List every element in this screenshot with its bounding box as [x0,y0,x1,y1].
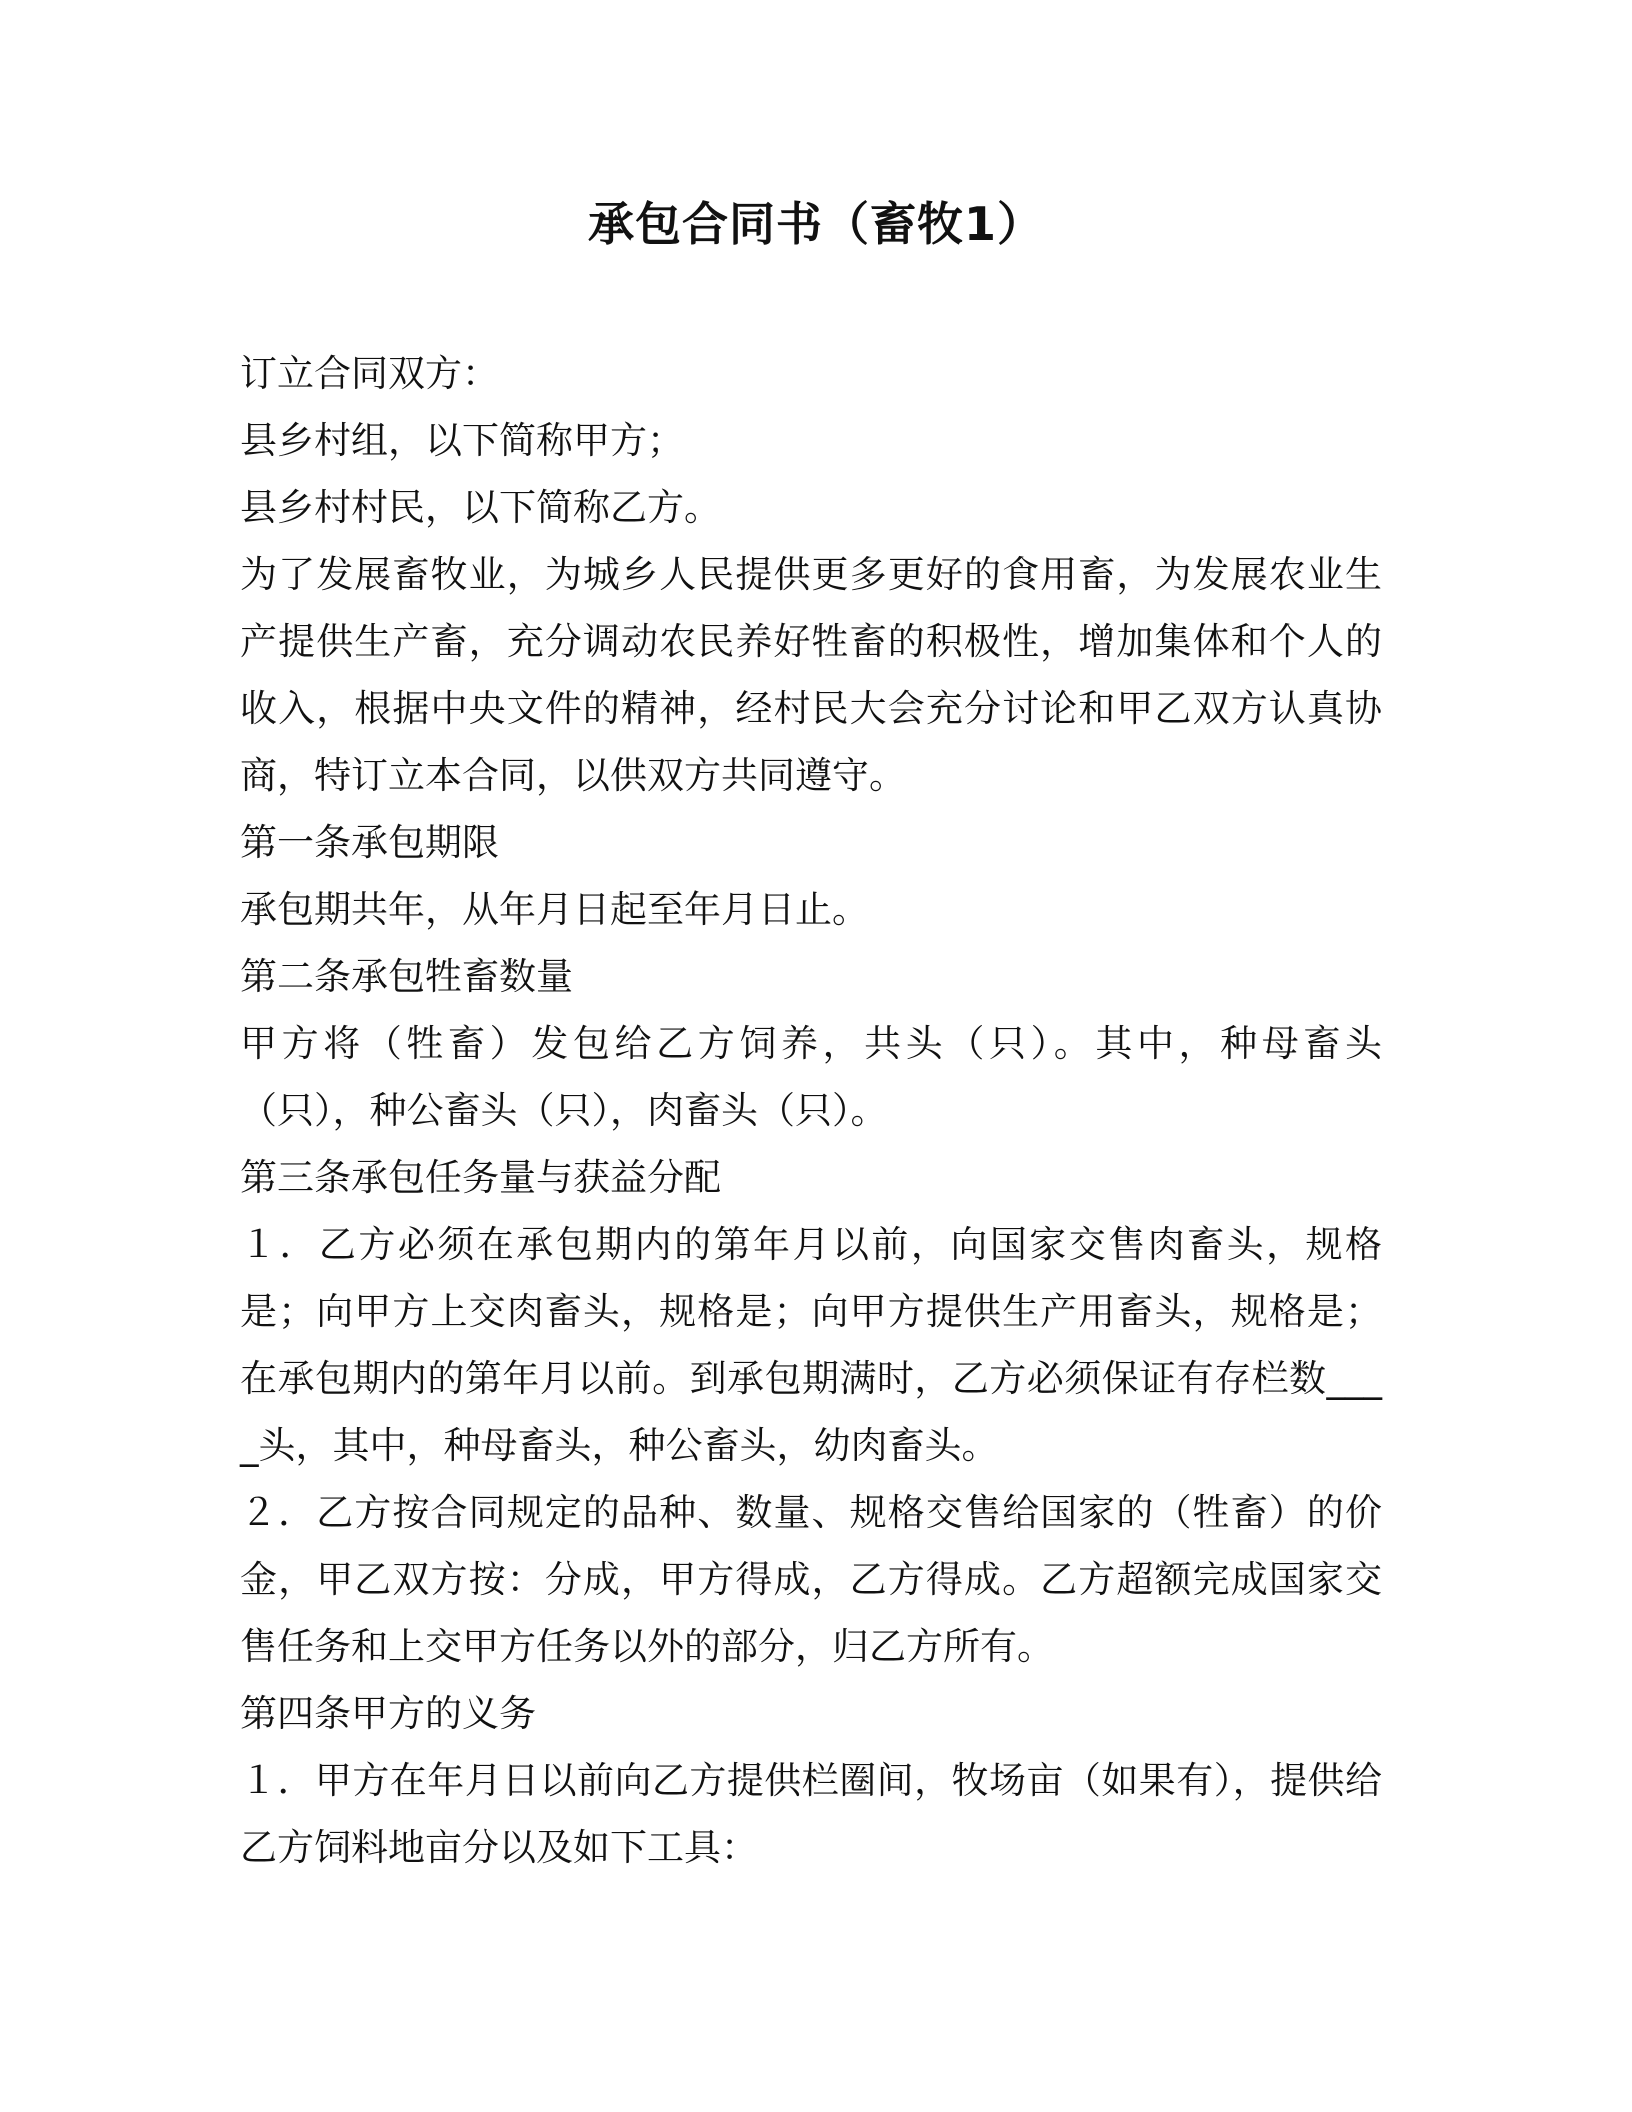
preamble-paragraph: 为了发展畜牧业，为城乡人民提供更多更好的食用畜，为发展农业生产提供生产畜，充分调动农民养好牲畜的积极性，增加集体和个人的收入，根据中央文件的精神，经村民大会充分讨论和甲乙双方认真协商，特订立本合同，以供双方共同遵守。 [240,553,1382,797]
article-4-item-1: １．甲方在年月日以前向乙方提供栏圈间，牧场亩（如果有），提供给乙方饲料地亩分以及如下工具： [240,1759,1382,1869]
party-a-line: 县乡村组，以下简称甲方； [240,419,684,462]
article-4-heading: 第四条甲方的义务 [240,1692,536,1735]
article-3-item-2: ２．乙方按合同规定的品种、数量、规格交售给国家的（牲畜）的价金，甲乙双方按：分成，甲方得成，乙方得成。乙方超额完成国家交售任务和上交甲方任务以外的部分，归乙方所有。 [240,1491,1382,1668]
article-1-heading: 第一条承包期限 [240,821,499,864]
party-b-line: 县乡村村民，以下简称乙方。 [240,486,721,529]
article-3-heading: 第三条承包任务量与获益分配 [240,1156,721,1199]
article-1-text: 承包期共年，从年月日起至年月日止。 [240,888,869,931]
article-2-text: 甲方将（牲畜）发包给乙方饲养，共头（只）。其中，种母畜头（只），种公畜头（只），肉畜头（只）。 [240,1022,1382,1132]
document-body [240,340,1382,1881]
article-3-item-1: １．乙方必须在承包期内的第年月以前，向国家交售肉畜头，规格是；向甲方上交肉畜头，规格是；向甲方提供生产用畜头，规格是；在承包期内的第年月以前。到承包期满时，乙方必须保证有存栏数____头，其中，种母畜头，种公畜头，幼肉畜头。 [240,1223,1382,1467]
document-title: 承包合同书（畜牧1） [587,197,1044,251]
parties-intro: 订立合同双方： [240,352,499,395]
article-2-heading: 第二条承包牲畜数量 [240,955,573,998]
